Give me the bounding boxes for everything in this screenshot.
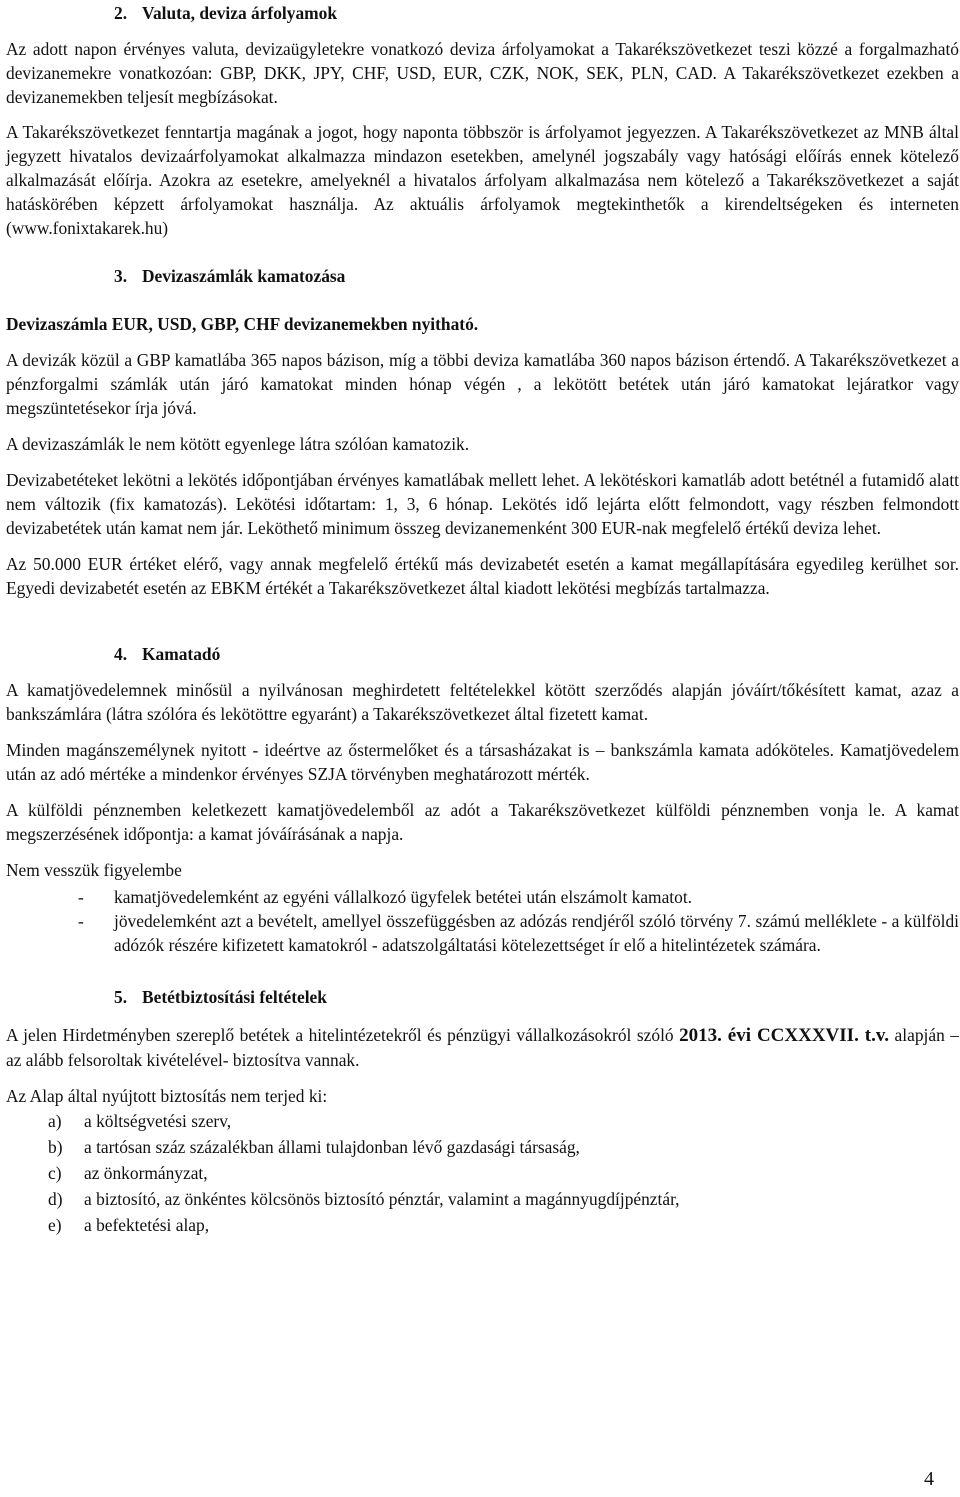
list-item-text: a biztosító, az önkéntes kölcsönös biztosító pénztár, valamint a magánnyugdíjpénztár,	[84, 1189, 680, 1209]
section-5-law-reference: 2013. évi CCXXXVII. t.v.	[679, 1025, 890, 1046]
section-3-bold-line: Devizaszámla EUR, USD, GBP, CHF devizanemekben nyitható.	[6, 314, 479, 334]
section-5-exclusion-list	[6, 1108, 959, 1238]
section-4-paragraph-1: A kamatjövedelemnek minősül a nyilvánosan meghirdetett feltételekkel kötött szerződés alapján jóváírt/tőkésített kamat, azaz a bankszámlára (látra szólóra és lekötöttre egyaránt) a Takarékszövetkezet által fizetett kamat.	[6, 680, 959, 724]
section-4-paragraph-4: Nem vesszük figyelembe	[6, 860, 182, 880]
section-2-paragraph-1: Az adott napon érvényes valuta, devizaügyletekre vonatkozó deviza árfolyamokat a Takarékszövetkezet teszi közzé a forgalmazható devizanemekre vonatkozóan: GBP, DKK, JPY, CHF, USD, EUR, CZK, NOK, SEK, PLN, CAD. A Takarékszövetkezet ezekben a devizanemekben teljesít megbízásokat.	[6, 39, 959, 107]
section-4-title: Kamatadó	[142, 644, 221, 664]
list-item-text: a költségvetési szerv,	[84, 1111, 232, 1131]
section-4-exclusion-list	[6, 885, 959, 957]
document-page	[6, 0, 959, 1238]
list-item-text: a befektetési alap,	[84, 1215, 210, 1235]
section-2-heading	[114, 1, 959, 25]
list-item-marker: -	[78, 911, 84, 931]
list-item-marker: -	[78, 887, 84, 907]
section-3-title: Devizaszámlák kamatozása	[142, 266, 346, 286]
list-item-marker: c)	[48, 1163, 62, 1183]
section-2-paragraph-2: A Takarékszövetkezet fenntartja magának a jogot, hogy naponta többször is árfolyamot jegyezzen. A Takarékszövetkezet az MNB által jegyzett hivatalos devizaárfolyamokat alkalmazza mindazon esetekben, amelynél jogszabály vagy hatósági előírás ennek kötelező alkalmazását előírja. Azokra az esetekre, amelyeknél a hivatalos árfolyam alkalmazása nem kötelező a Takarékszövetkezet a saját hatáskörében képzett árfolyamokat használja. Az aktuális árfolyamok megtekinthetők a kirendeltségeken és interneten (www.fonixtakarek.hu)	[6, 122, 959, 238]
list-item	[6, 1212, 959, 1238]
section-2-number: 2.	[114, 3, 128, 23]
list-item	[6, 1108, 959, 1134]
list-item	[6, 885, 959, 909]
section-3-heading	[114, 264, 959, 288]
list-item	[6, 1134, 959, 1160]
section-3-paragraph-3: Devizabetéteket lekötni a lekötés időpontjában érvényes kamatlábak mellett lehet. A lekötéskori kamatláb adott betétnél a futamidő alatt nem változik (fix kamatozás). Lekötési időtartam: 1, 3, 6 hónap. Lekötés idő lejárta előtt felmondott, vagy részben felmondott devizabetétek után kamat nem jár. Leköthető minimum összeg devizanemenként 300 EUR-nak megfelelő értékű deviza lehet.	[6, 470, 959, 538]
section-5-title: Betétbiztosítási feltételek	[142, 987, 327, 1007]
section-4-number: 4.	[114, 644, 128, 664]
list-item	[6, 1186, 959, 1212]
list-item-marker: b)	[48, 1137, 63, 1157]
section-3-paragraph-4: Az 50.000 EUR értéket elérő, vagy annak megfelelő értékű más devizabetét esetén a kamat megállapítására egyedileg kerülhet sor. Egyedi devizabetét esetén az EBKM értékét a Takarékszövetkezet által kiadott lekötési megbízás tartalmazza.	[6, 554, 959, 598]
section-5-paragraph-1-end: alapján – az alább felsoroltak kivételével- biztosítva vannak.	[6, 1025, 959, 1070]
list-item-text: a tartósan száz százalékban állami tulajdonban lévő gazdasági társaság,	[84, 1137, 580, 1157]
list-item-marker: d)	[48, 1189, 63, 1209]
list-item-marker: e)	[48, 1215, 62, 1235]
list-item	[6, 909, 959, 957]
section-5-paragraph-1	[6, 1023, 959, 1072]
section-3-paragraph-2: A devizaszámlák le nem kötött egyenlege látra szólóan kamatozik.	[6, 434, 470, 454]
list-item-text: jövedelemként azt a bevételt, amellyel összefüggésben az adózás rendjéről szóló törvény 7. számú melléklete - a külföldi adózók részére kifizetett kamatokról - adatszolgáltatási kötelezettséget ír elő a hitelintézetek számára.	[114, 911, 959, 955]
section-5-number: 5.	[114, 987, 128, 1007]
list-item-marker: a)	[48, 1111, 62, 1131]
section-4-paragraph-3: A külföldi pénznemben keletkezett kamatjövedelemből az adót a Takarékszövetkezet külföldi pénznemben vonja le. A kamat megszerzésének időpontja: a kamat jóváírásának a napja.	[6, 800, 959, 844]
section-5-heading	[114, 985, 959, 1009]
section-3-number: 3.	[114, 266, 128, 286]
list-item-text: az önkormányzat,	[84, 1163, 208, 1183]
section-2-title: Valuta, deviza árfolyamok	[142, 3, 337, 23]
section-4-paragraph-2: Minden magánszemélynek nyitott - ideértve az őstermelőket és a társasházakat is – bankszámla kamata adóköteles. Kamatjövedelem után az adó mértéke a mindenkor érvényes SZJA törvényben meghatározott mérték.	[6, 740, 959, 784]
section-3-paragraph-1: A devizák közül a GBP kamatlába 365 napos bázison, míg a többi deviza kamatlába 360 napos bázison értendő. A Takarékszövetkezet a pénzforgalmi számlák után járó kamatokat minden hónap végén , a lekötött betétek után járó kamatokat lejáratkor vagy megszüntetésekor írja jóvá.	[6, 350, 959, 418]
section-5-paragraph-1-start: A jelen Hirdetményben szereplő betétek a hitelintézetekről és pénzügyi vállalkozásokról szóló	[6, 1025, 680, 1045]
section-5-paragraph-2: Az Alap által nyújtott biztosítás nem terjed ki:	[6, 1086, 328, 1106]
list-item	[6, 1160, 959, 1186]
list-item-text: kamatjövedelemként az egyéni vállalkozó ügyfelek betétei után elszámolt kamatot.	[114, 887, 693, 907]
page-number: 4	[924, 1468, 934, 1490]
section-4-heading	[114, 642, 959, 666]
